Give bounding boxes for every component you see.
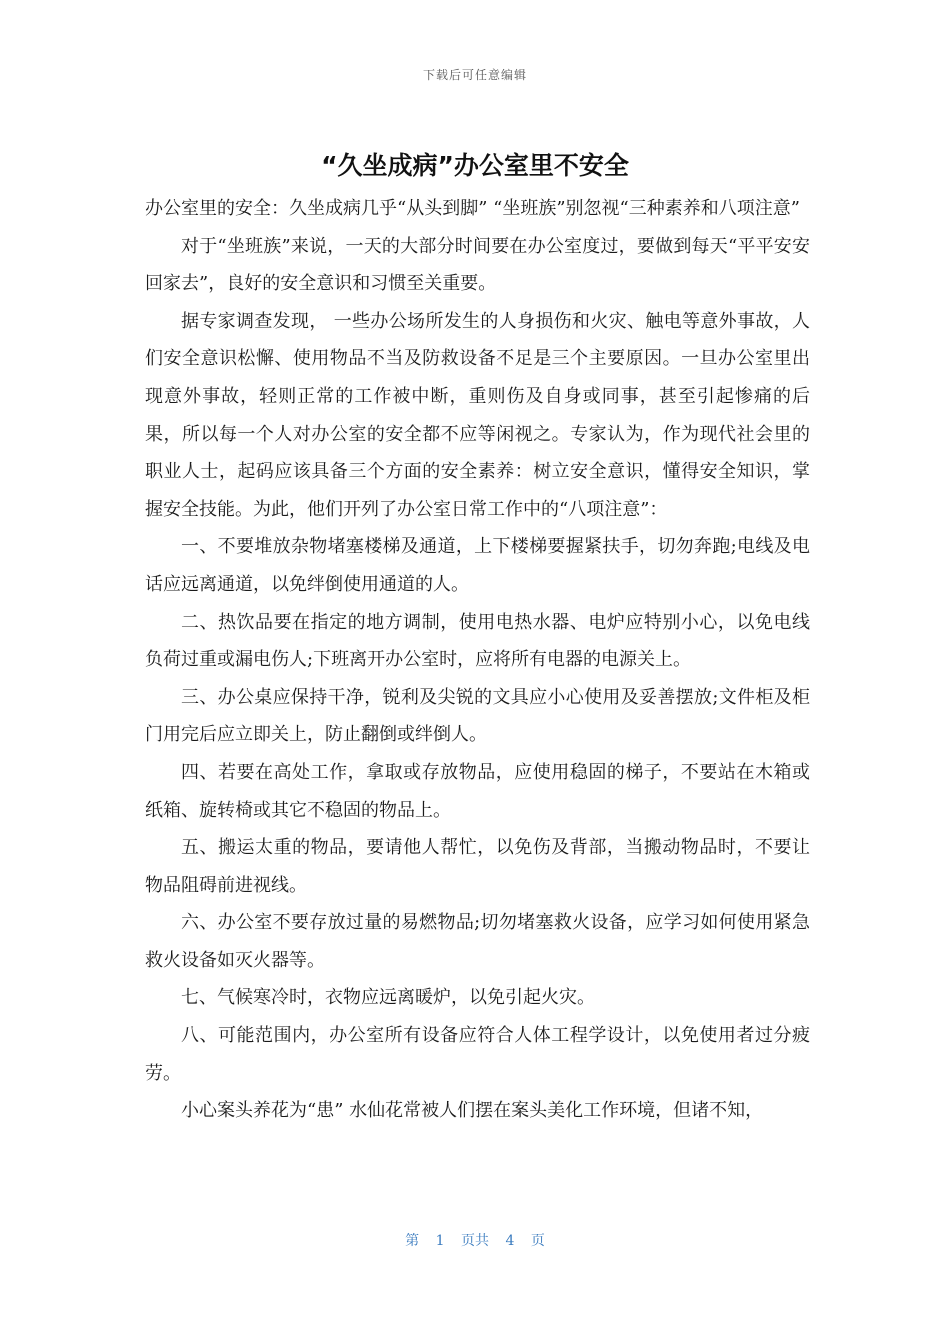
paragraph-rule-3: 三、办公桌应保持干净，锐利及尖锐的文具应小心使用及妥善摆放;文件柜及柜门用完后应立即关上，防止翻倒或绊倒人。 (145, 686, 810, 746)
paragraph-rule-6: 六、办公室不要存放过量的易燃物品;切勿堵塞救火设备，应学习如何使用紧急救火设备如灭火器等。 (145, 912, 810, 971)
paragraph-intro: 办公室里的安全：久坐成病几乎“从头到脚” “坐班族”别忽视“三种素养和八项注意” (145, 198, 800, 219)
footer-total-pages: 4 (505, 1233, 515, 1249)
paragraph-rule-7: 七、气候寒冷时，衣物应远离暖炉，以免引起火灾。 (181, 987, 595, 1009)
paragraph-rule-5: 五、搬运太重的物品，要请他人帮忙，以免伤及背部，当搬动物品时，不要让物品阻碍前进视线。 (145, 837, 810, 896)
paragraph: 据专家调查发现， 一些办公场所发生的人身损伤和火灾、触电等意外事故，人们安全意识松懈、使用物品不当及防救设备不足是三个主要原因。一旦办公室里出现意外事故，轻则正常的工作被中断，重则伤及自身或同事，甚至引起惨痛的后果，所以每一个人对办公室的安全都不应等闲视之。专家认为，作为现代社会里的职业人士，起码应该具备三个方面的安全素养：树立安全意识，懂得安全知识，掌握安全技能。为此，他们开列了办公室日常工作中的“八项注意”： (145, 310, 810, 520)
paragraph-rule-1: 一、不要堆放杂物堵塞楼梯及通道，上下楼梯要握紧扶手，切勿奔跑;电线及电话应远离通道，以免绊倒使用通道的人。 (145, 536, 810, 595)
footer-current-page: 1 (435, 1233, 445, 1249)
download-note: 下载后可任意编辑 (422, 68, 527, 82)
footer-label-of: 页共 (461, 1233, 489, 1249)
document-title: “久坐成病”办公室里不安全 (321, 151, 629, 180)
footer-label-end: 页 (530, 1233, 545, 1249)
paragraph-rule-2: 二、热饮品要在指定的地方调制，使用电热水器、电炉应特别小心，以免电线负荷过重或漏电伤人;下班离开办公室时，应将所有电器的电源关上。 (145, 611, 810, 671)
paragraph-rule-8: 八、可能范围内，办公室所有设备应符合人体工程学设计，以免使用者过分疲劳。 (145, 1025, 810, 1084)
document-body (145, 190, 810, 1130)
paragraph: 小心案头养花为“患” 水仙花常被人们摆在案头美化工作环境，但诸不知， (181, 1100, 764, 1122)
footer-label-page: 第 (405, 1233, 420, 1249)
page-footer (0, 1230, 950, 1250)
paragraph-rule-4: 四、若要在高处工作，拿取或存放物品，应使用稳固的梯子，不要站在木箱或纸箱、旋转椅或其它不稳固的物品上。 (145, 761, 810, 821)
paragraph: 对于“坐班族”来说，一天的大部分时间要在办公室度过，要做到每天“平平安安回家去”，良好的安全意识和习惯至关重要。 (145, 235, 810, 295)
